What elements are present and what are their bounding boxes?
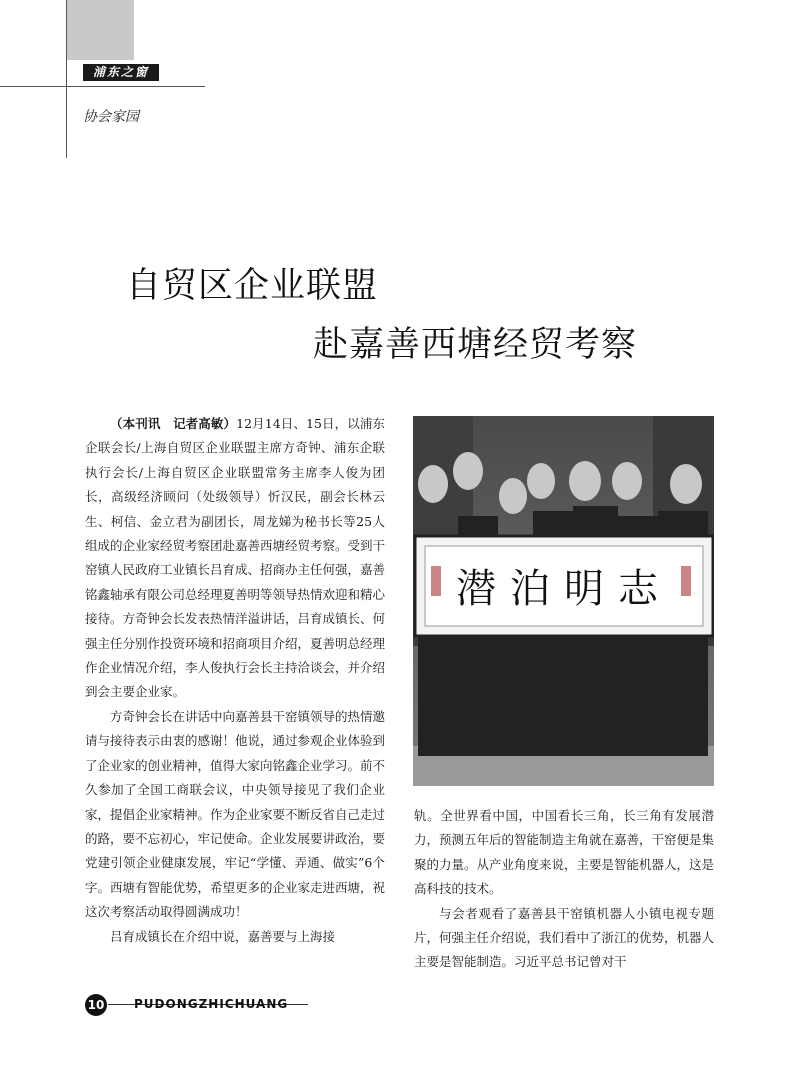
article-title-line2: 赴嘉善西塘经贸考察 xyxy=(313,325,638,365)
header-vertical-rule xyxy=(66,0,67,158)
header-horizontal-rule xyxy=(0,86,205,87)
section-label: 协会家园 xyxy=(83,109,139,125)
group-photo xyxy=(413,416,714,786)
article-paragraph-2: 方奇钟会长在讲话中向嘉善县干窑镇领导的热情邀请与接待表示由衷的感谢！他说，通过参观企业体验到了企业家的创业精神，值得大家向铭鑫企业学习。前不久参加了全国工商联会议，中央领导接见了我们企业家，提倡企业家精神。作为企业家要不断反省自己走过的路，要不忘初心，牢记使命。企业发展要讲政治，要党建引领企业健康发展，牢记“学懂、弄通、做实”6个字。西塘有智能优势，希望更多的企业家走进西塘，祝这次考察活动取得圆满成功！ xyxy=(85,708,386,920)
publication-name: PUDONGZHICHUANG xyxy=(134,997,289,1011)
group-photo-illustration xyxy=(413,416,714,786)
calligraphy-scroll-text: 潜泊明志 xyxy=(456,566,672,612)
magazine-tag: 浦东之窗 xyxy=(83,64,159,81)
article-paragraph-1 xyxy=(85,412,385,705)
article-paragraph-4: 与会者观看了嘉善县干窑镇机器人小镇电视专题片，何强主任介绍说，我们看中了浙江的优势，机器人主要是智能制造。习近平总书记曾对干 xyxy=(414,905,715,970)
article-column-left xyxy=(85,412,385,949)
article-paragraph-1-text: 12月14日、15日，以浦东企联会长/上海自贸区企业联盟主席方奇钟、浦东企联执行会长/上海自贸区企业联盟常务主席李人俊为团长，高级经济顾问（处级领导）忻汉民，副会长林云生、柯信、金立君为副团长，周龙娣为秘书长等25人组成的企业家经贸考察团赴嘉善西塘经贸考察。受到干窑镇人民政府工业镇长吕育成、招商办主任何强，嘉善铭鑫轴承有限公司总经理夏善明等领导热情欢迎和精心接待。方奇钟会长发表热情洋溢讲话，吕育成镇长、何强主任分别作投资环境和招商项目介绍，夏善明总经理作企业情况介绍，李人俊执行会长主持洽谈会，并介绍到会主要企业家。 xyxy=(85,416,386,700)
header-gray-block xyxy=(66,0,134,60)
article-title-line1: 自贸区企业联盟 xyxy=(126,266,379,306)
article-paragraph-3-cont: 轨。全世界看中国，中国看长三角，长三角有发展潜力，预测五年后的智能制造主角就在嘉善，干窑便是集聚的力量。从产业角度来说，主要是智能机器人，这是高科技的技术。 xyxy=(414,808,715,897)
article-column-right xyxy=(414,804,714,975)
page-number: 10 xyxy=(85,994,107,1016)
article-lead: （本刊讯 记者高敏） xyxy=(110,416,237,431)
article-paragraph-3-start: 吕育成镇长在介绍中说，嘉善要与上海接 xyxy=(110,928,336,944)
